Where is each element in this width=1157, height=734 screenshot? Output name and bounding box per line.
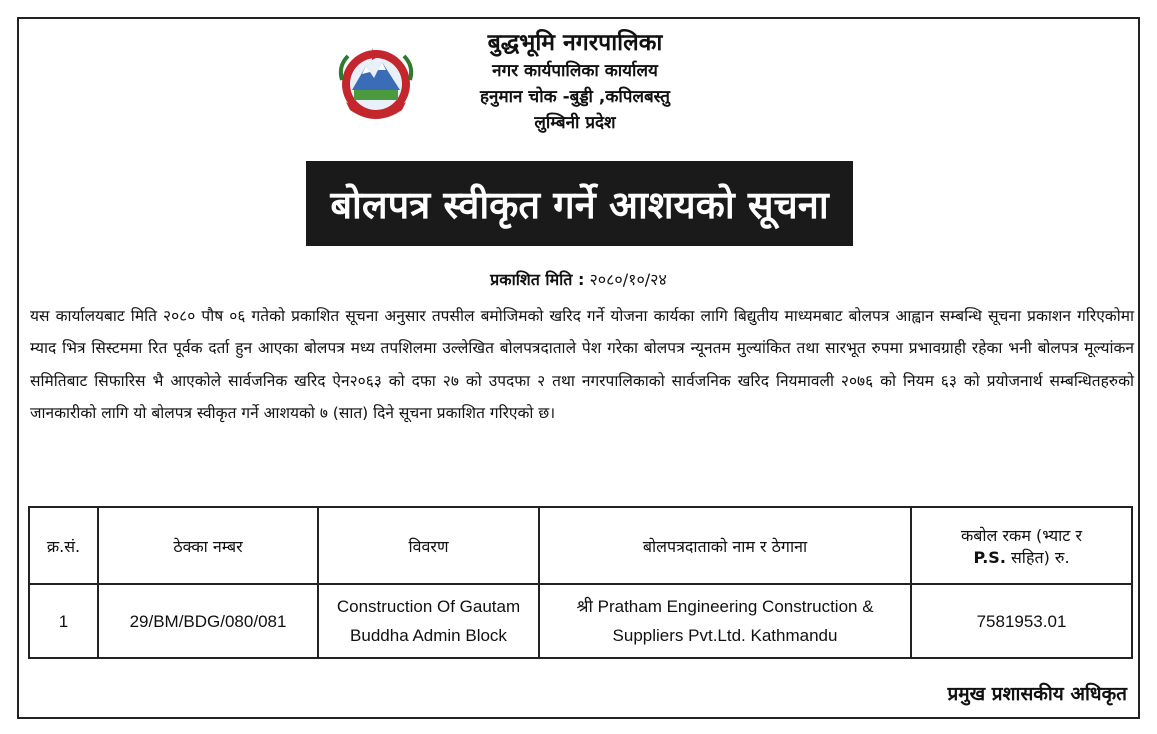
office-name: नगर कार्यपालिका कार्यालय	[492, 61, 658, 81]
cell-contract-no: 29/BM/BDG/080/081	[98, 584, 318, 658]
header-bidder: बोलपत्रदाताको नाम र ठेगाना	[539, 507, 911, 584]
cell-description-line-1: Construction Of Gautam	[336, 597, 521, 616]
header-amount	[911, 507, 1132, 584]
notice-title-banner: बोलपत्र स्वीकृत गर्ने आशयको सूचना	[306, 161, 853, 246]
cell-sn: 1	[29, 584, 98, 658]
header-sn: क्र.सं.	[29, 507, 98, 584]
published-date-value: २०८०/१०/२४	[589, 270, 667, 289]
cell-bidder-line-1: श्री Pratham Engineering Construction &	[576, 597, 874, 616]
cell-description	[318, 584, 539, 658]
cell-amount: 7581953.01	[911, 584, 1132, 658]
cell-bidder	[539, 584, 911, 658]
office-address: हनुमान चोक -बुड्डी ,कपिलबस्तु	[480, 87, 670, 107]
header-amount-part-b: सहित) रु.	[1005, 547, 1070, 567]
award-table	[28, 506, 1133, 659]
cell-bidder-line-2: Suppliers Pvt.Ltd. Kathmandu	[612, 626, 838, 645]
header-description: विवरण	[318, 507, 539, 584]
organization-header	[420, 28, 730, 136]
cell-description-line-2: Buddha Admin Block	[350, 626, 507, 645]
table-row	[29, 584, 1132, 658]
published-date-label: प्रकाशित मिति :	[490, 270, 585, 289]
header-amount-ps: P.S.	[973, 547, 1006, 567]
header-contract-no: ठेक्का नम्बर	[98, 507, 318, 584]
header-amount-part-a: कबोल रकम (भ्याट र	[960, 525, 1082, 545]
notice-body: यस कार्यालयबाट मिति २०८० पौष ०६ गतेको प्रकाशित सूचना अनुसार तपसील बमोजिमको खरिद गर्ने योजना कार्यका लागि बिद्युतीय माध्यमबाट बोलपत्र आह्वान सम्बन्धि सूचना प्रकाशन गरिएकोमा म्याद भित्र सिस्टममा रित पूर्वक दर्ता हुन आएका बोलपत्र मध्य तपशिलमा उल्लेखित बोलपत्रदाताले पेश गरेका बोलपत्र न्यूनतम मुल्यांकित तथा सारभूत रुपमा प्रभावग्राही रहेका भनी बोलपत्र मूल्यांकन समितिबाट सिफारिस भै आएकोले सार्वजनिक खरिद ऐन२०६३ को दफा २७ को उपदफा २ तथा नगरपालिकाको सार्वजनिक खरिद नियमावली २०७६ को नियम ६३ को प्रयोजनार्थ सम्बन्धितहरुको जानकारीको लागि यो बोलपत्र स्वीकृत गर्ने आशयको ७ (सात) दिने सूचना प्रकाशित गरिएको छ।	[30, 307, 1134, 422]
province-name: लुम्बिनी प्रदेश	[534, 113, 616, 133]
government-of-nepal-emblem-icon	[332, 44, 420, 126]
published-date	[380, 268, 777, 292]
signatory-title: प्रमुख प्रशासकीय अधिकृत	[947, 683, 1127, 705]
table-header-row	[29, 507, 1132, 584]
org-name: बुद्धभूमि नगरपालिका	[487, 30, 663, 56]
